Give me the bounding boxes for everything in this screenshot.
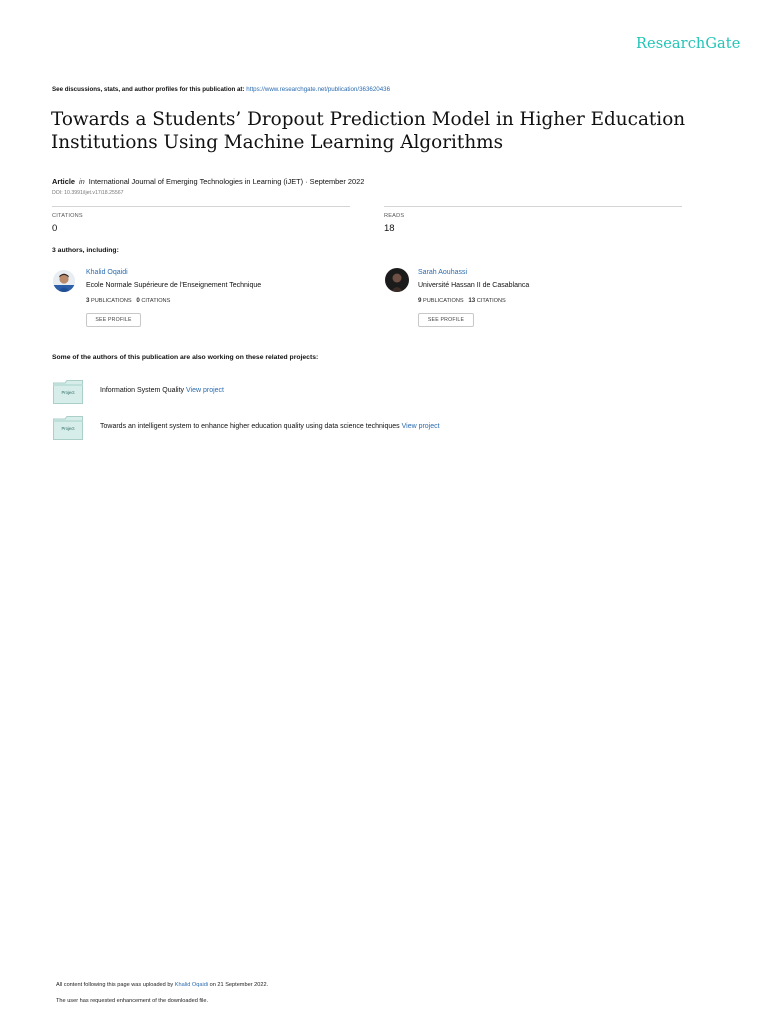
publication-meta	[52, 177, 364, 186]
publications-count: 3	[86, 297, 90, 304]
citations-label: CITATIONS	[52, 213, 83, 219]
author-avatar[interactable]	[385, 268, 409, 292]
view-project-link[interactable]: View project	[185, 387, 224, 394]
author-stats	[418, 297, 506, 304]
divider	[52, 206, 350, 207]
see-profile-button[interactable]: SEE PROFILE	[418, 313, 474, 327]
author-name[interactable]: Khalid Oqaidi	[86, 269, 128, 276]
project-item	[100, 423, 440, 430]
project-title: Towards an intelligent system to enhance higher education quality using data science techniques	[100, 423, 400, 430]
publications-label: PUBLICATIONS	[91, 298, 132, 304]
discussions-text: See discussions, stats, and author profiles for this publication at:	[52, 86, 245, 93]
citations-count: 0	[52, 223, 58, 234]
doi: DOI: 10.3991/ijet.v17i18.25567	[52, 190, 124, 196]
project-item	[100, 387, 224, 394]
project-icon[interactable]	[53, 380, 83, 404]
reads-label: READS	[384, 213, 405, 219]
publications-count: 9	[418, 297, 422, 304]
divider	[384, 206, 682, 207]
upload-suffix: on 21 September 2022.	[209, 982, 269, 988]
project-icon[interactable]	[53, 416, 83, 440]
citations-count: 0	[136, 297, 140, 304]
journal-name: International Journal of Emerging Technologies in Learning (iJET) · September 2022	[88, 177, 365, 186]
see-profile-button[interactable]: SEE PROFILE	[86, 313, 141, 327]
publication-link[interactable]: https://www.researchgate.net/publication/363620436	[246, 86, 391, 93]
publication-title: Towards a Students’ Dropout Prediction Model in Higher Education Institutions Using Machine Learning Algorithms	[51, 109, 686, 153]
citations-label: CITATIONS	[476, 298, 506, 304]
upload-prefix: All content following this page was uploaded by	[56, 982, 174, 988]
project-icon-label: Project	[61, 390, 75, 395]
meta-in: in	[79, 177, 85, 186]
project-icon-label: Project	[61, 426, 75, 431]
article-type: Article	[52, 177, 76, 186]
reads-count: 18	[384, 223, 395, 234]
enhancement-note: The user has requested enhancement of the downloaded file.	[56, 998, 209, 1004]
publications-label: PUBLICATIONS	[423, 298, 464, 304]
view-project-link[interactable]: View project	[401, 423, 440, 430]
authors-heading: 3 authors, including:	[52, 247, 119, 254]
author-institution: Université Hassan II de Casablanca	[418, 282, 530, 289]
citations-label: CITATIONS	[141, 298, 171, 304]
upload-note	[56, 982, 268, 988]
researchgate-logo[interactable]: ResearchGate	[636, 36, 741, 52]
discussions-line	[52, 86, 390, 93]
project-title: Information System Quality	[100, 387, 185, 394]
author-stats	[86, 297, 170, 304]
author-name[interactable]: Sarah Aouhassi	[418, 269, 468, 276]
uploader-link[interactable]: Khalid Oqaidi	[174, 982, 209, 988]
author-institution: Ecole Normale Supérieure de l'Enseignement Technique	[86, 282, 262, 289]
related-projects-heading: Some of the authors of this publication are also working on these related projects:	[52, 354, 319, 361]
citations-count: 13	[468, 297, 476, 304]
author-avatar[interactable]	[53, 270, 75, 292]
